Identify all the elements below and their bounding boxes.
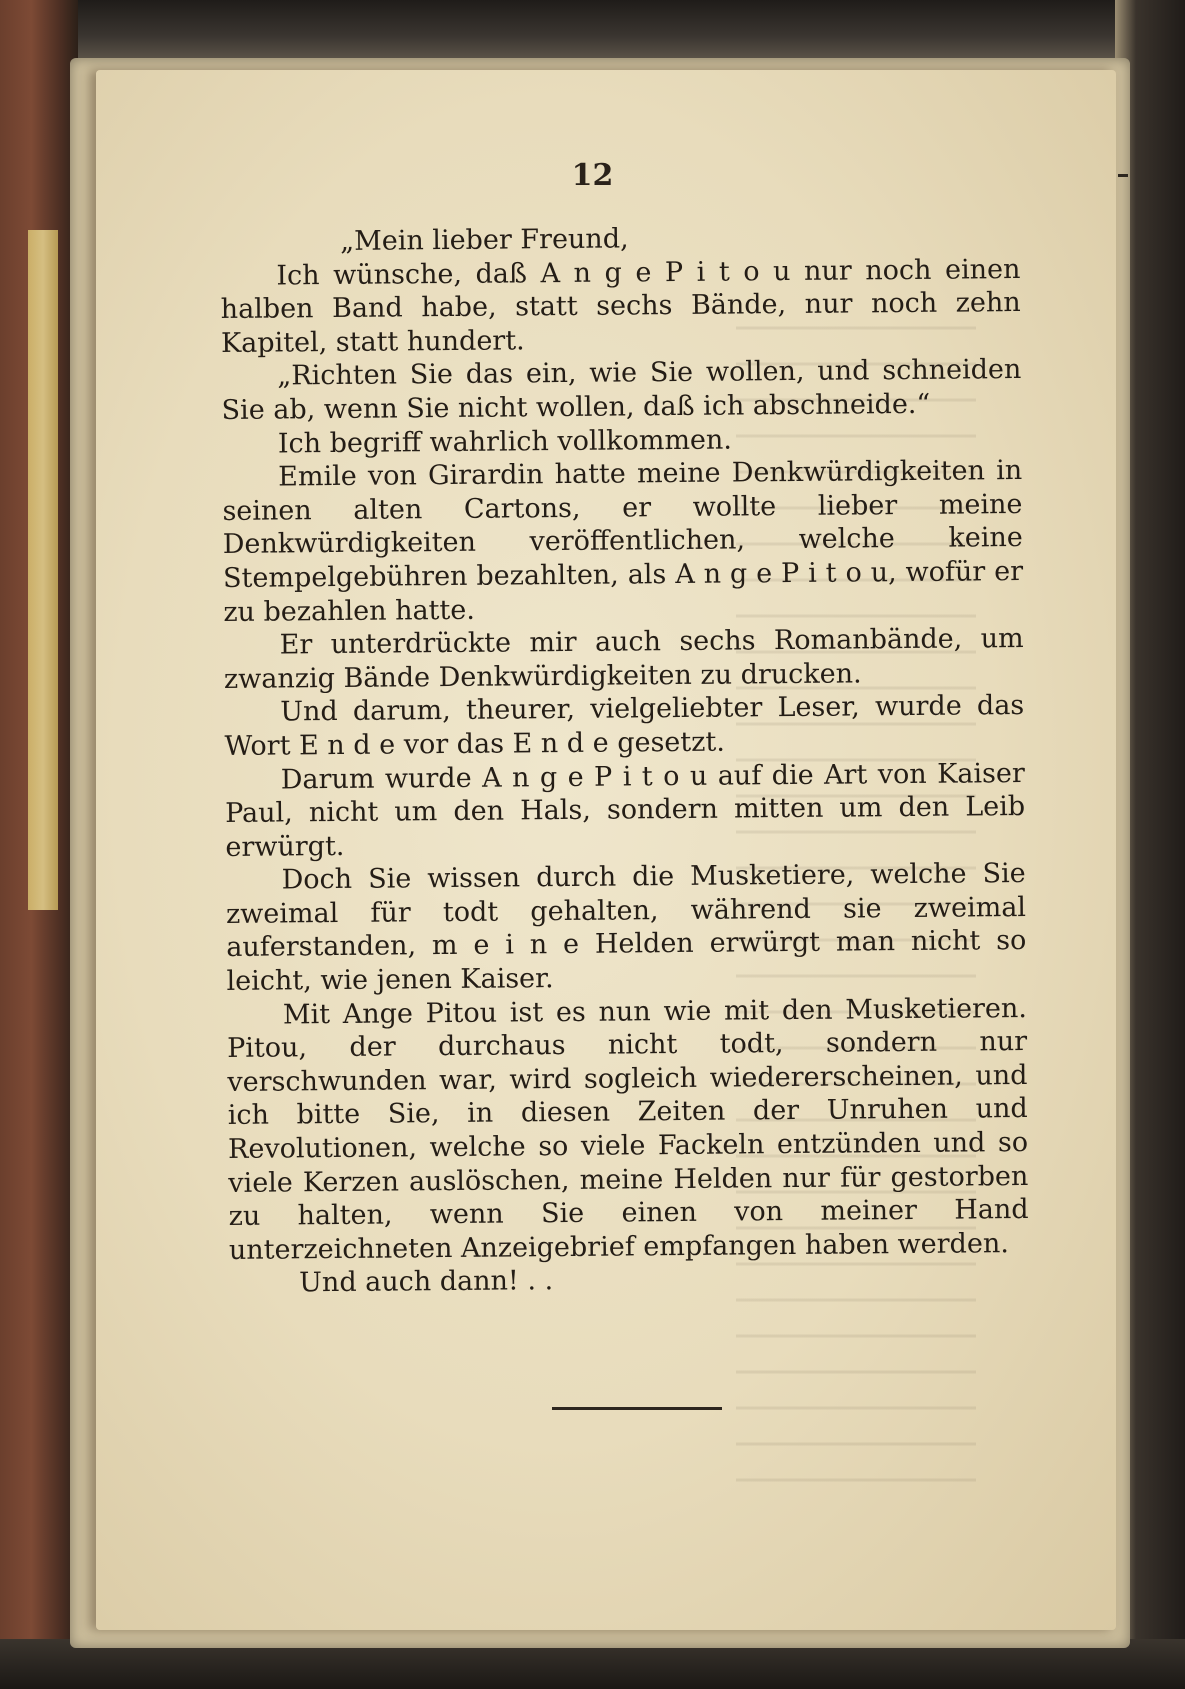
body-paragraph: Doch Sie wissen durch die Musketiere, welche Sie zweimal für todt gehalten, während sie zweimal auferstanden, m e i n e Helden erwürgt man nicht so leicht, wie jenen Kaiser.: [225, 858, 1027, 998]
body-paragraph: Er unterdrückte mir auch sechs Romanbände, um zwanzig Bände Denkwürdigkeiten zu drucken.: [223, 623, 1024, 695]
body-paragraph: Ich wünsche, daß A n g e P i t o u nur noch einen halben Band habe, statt sechs Bände, nur noch zehn Kapitel, statt hundert.: [220, 253, 1021, 359]
body-paragraph: Emile von Girardin hatte meine Denkwürdigkeiten in seinen alten Cartons, er wollte lieber meine Denkwürdigkeiten veröffentlichen, welche keine Stempelgebühren bezahlten, als A n g e P i t o u, wofür er zu bezahlen hatte.: [222, 455, 1024, 628]
page-body: [220, 219, 1029, 1301]
body-paragraph: Darum wurde A n g e P i t o u auf die Art von Kaiser Paul, nicht um den Hals, sondern mitten um den Leib erwürgt.: [224, 757, 1026, 863]
end-rule-divider: [552, 1407, 722, 1410]
book-cover-top-edge: [0, 0, 1185, 60]
body-paragraph: Mit Ange Pitou ist es nun wie mit den Musketieren. Pitou, der durchaus nicht todt, sondern nur verschwunden war, wird sogleich wiedererscheinen, und ich bitte Sie, in diesen Zeiten der Unruhen und Revolutionen, welche so viele Fackeln entzünden und so viele Kerzen auslöschen, meine Helden nur für gestorben zu halten, wenn Sie einen von meiner Hand unterzeichneten Anzeigebrief empfangen haben werden.: [227, 992, 1029, 1266]
page-number: 12: [571, 158, 614, 193]
body-paragraph: „Richten Sie das ein, wie Sie wollen, und schneiden Sie ab, wenn Sie nicht wollen, daß ich abschneide.“: [221, 354, 1022, 426]
closing-line: Und auch dann! . .: [299, 1265, 554, 1299]
body-paragraph: Und darum, theurer, vielgeliebter Leser, wurde das Wort E n d e vor das E n d e gesetzt.: [224, 690, 1025, 762]
salutation-paragraph: „Mein lieber Freund,: [340, 223, 629, 257]
book-spine-binding: [0, 0, 78, 1689]
margin-mark: [1118, 174, 1128, 177]
body-paragraph: Ich begriff wahrlich vollkommen.: [277, 424, 733, 460]
